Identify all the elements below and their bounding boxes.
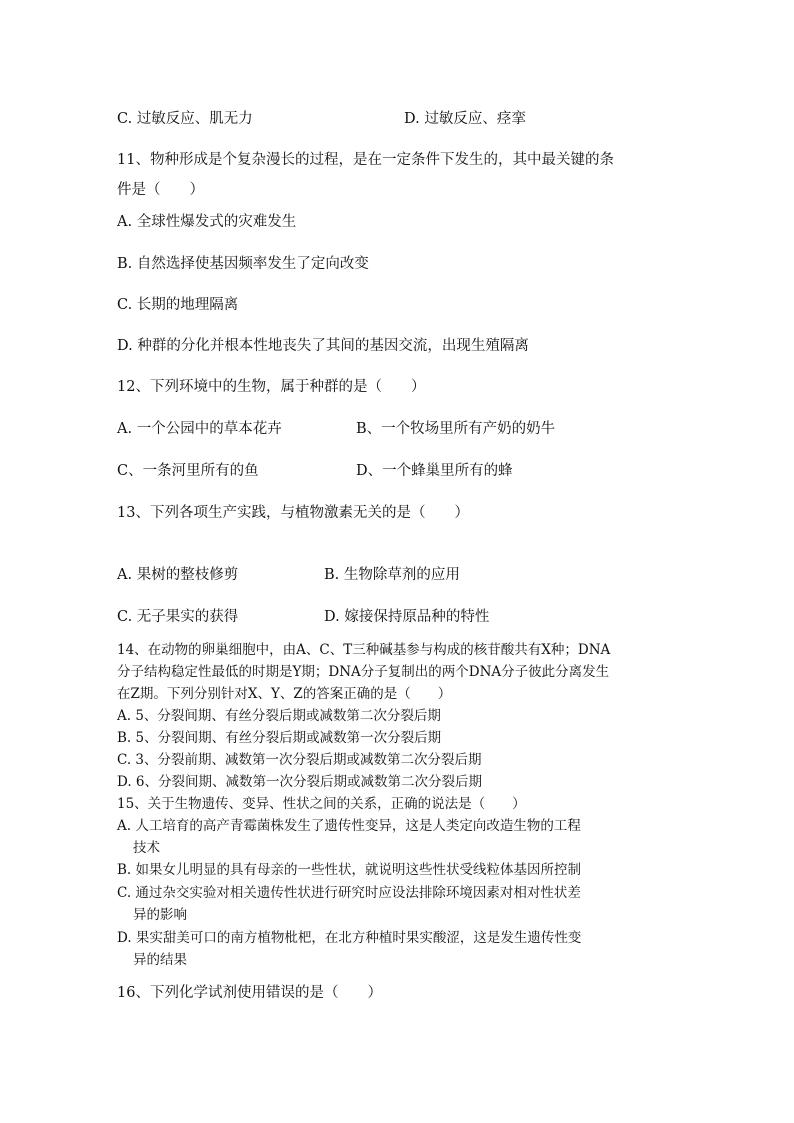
q11-option-b: B. 自然选择使基因频率发生了定向改变 bbox=[117, 256, 369, 272]
q15-option-c-line1: C. 通过杂交实验对相关遗传性状进行研究时应设法排除环境因素对相对性状差 bbox=[117, 885, 581, 901]
q12-option-a: A. 一个公园中的草本花卉 bbox=[117, 421, 282, 437]
q14-stem-line3: 在Z期。下列分别针对X、Y、Z的答案正确的是（ ） bbox=[117, 686, 452, 702]
q15-option-a-line1: A. 人工培育的高产青霉菌株发生了遗传性变异，这是人类定向改造生物的工程 bbox=[117, 818, 581, 834]
q12-option-b: B、一个牧场里所有产奶的奶牛 bbox=[356, 421, 556, 437]
q15-stem: 15、关于生物遗传、变异、性状之间的关系，正确的说法是（ ） bbox=[117, 796, 526, 812]
q11-option-a: A. 全球性爆发式的灾难发生 bbox=[117, 214, 297, 230]
q15-option-d-line1: D. 果实甜美可口的南方植物枇杷，在北方种植时果实酸涩，这是发生遗传性变 bbox=[117, 930, 582, 946]
q15-option-c-line2: 异的影响 bbox=[133, 907, 187, 923]
q14-stem-line2: 分子结构稳定性最低的时期是Y期；DNA分子复制出的两个DNA分子彼此分离发生 bbox=[117, 664, 610, 680]
q13-stem: 13、下列各项生产实践，与植物激素无关的是（ ） bbox=[117, 505, 469, 521]
q10-option-c: C. 过敏反应、肌无力 bbox=[117, 111, 253, 127]
q10-option-d: D. 过敏反应、痉挛 bbox=[404, 111, 526, 127]
q12-option-d: D、一个蜂巢里所有的蜂 bbox=[356, 463, 513, 479]
q14-option-d: D. 6、分裂间期、减数第一次分裂后期或减数第二次分裂后期 bbox=[117, 774, 483, 790]
q16-stem: 16、下列化学试剂使用错误的是（ ） bbox=[117, 985, 382, 1001]
q13-option-d: D. 嫁接保持原品种的特性 bbox=[324, 609, 490, 625]
q14-option-c: C. 3、分裂前期、减数第一次分裂后期或减数第二次分裂后期 bbox=[117, 752, 482, 768]
q12-stem: 12、下列环境中的生物，属于种群的是（ ） bbox=[117, 379, 426, 395]
q13-option-a: A. 果树的整枝修剪 bbox=[117, 567, 239, 583]
q11-option-d: D. 种群的分化并根本性地丧失了其间的基因交流，出现生殖隔离 bbox=[117, 338, 529, 354]
q15-option-d-line2: 异的结果 bbox=[133, 952, 187, 968]
q11-stem-line2: 件是（ ） bbox=[117, 182, 204, 198]
q14-option-b: B. 5、分裂间期、有丝分裂后期或减数第一次分裂后期 bbox=[117, 730, 442, 746]
q11-option-c: C. 长期的地理隔离 bbox=[117, 297, 239, 313]
q13-option-c: C. 无子果实的获得 bbox=[117, 609, 239, 625]
q12-option-c: C、一条河里所有的鱼 bbox=[117, 463, 259, 479]
q13-option-b: B. 生物除草剂的应用 bbox=[324, 567, 460, 583]
q15-option-a-line2: 技术 bbox=[133, 840, 160, 856]
q14-option-a: A. 5、分裂间期、有丝分裂后期或减数第二次分裂后期 bbox=[117, 708, 441, 724]
q11-stem-line1: 11、物种形成是个复杂漫长的过程，是在一定条件下发生的，其中最关键的条 bbox=[117, 152, 614, 168]
q14-stem-line1: 14、在动物的卵巢细胞中，由A、C、T三种碱基参与构成的核苷酸共有X种；DNA bbox=[117, 642, 611, 658]
q15-option-b: B. 如果女儿明显的具有母亲的一些性状，就说明这些性状受线粒体基因所控制 bbox=[117, 862, 582, 878]
